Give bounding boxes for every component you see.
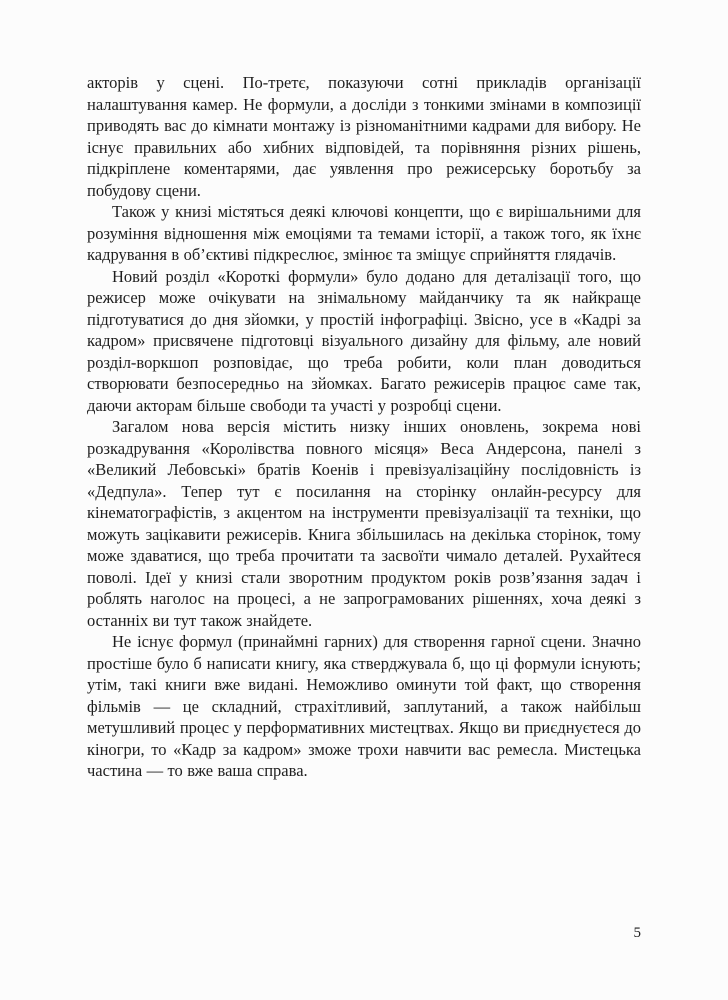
paragraph: Не існує формул (принаймні гарних) для створення гарної сцени. Значно простіше було б написати книгу, яка стверджувала б, що ці формули існують; утім, такі книги вже видані. Неможливо оминути той факт, що створення фільмів — це складний, страхітливий, заплутаний, а також найбільш метушливий процес у перформативних мистецтвах. Якщо ви приєднуєтеся до кіногри, то «Кадр за кадром» зможе трохи навчити вас ремесла. Мистецька частина — то вже ваша справа.: [87, 632, 641, 780]
paragraph: Також у книзі містяться деякі ключові концепти, що є вирішальними для розуміння відношення між емоціями та темами історії, а також того, як їхнє кадрування в об’єктиві підкреслює, змінює та зміщує сприйняття глядачів.: [87, 202, 641, 264]
page-number: 5: [633, 925, 641, 941]
text-block: [87, 72, 641, 782]
paragraph: Загалом нова версія містить низку інших оновлень, зокрема нові розкадрування «Королівства повного місяця» Веса Андерсона, панелі з «Великий Лебовські» братів Коенів і превізуалізаційну послідовність із «Дедпула». Тепер тут є посилання на сторінку онлайн-ресурсу для кінематографістів, з акцентом на інструменти превізуалізації та техніки, що можуть зацікавити режисерів. Книга збільшилась на декілька сторінок, тому може здаватися, що треба прочитати та засвоїти чимало деталей. Рухайтеся поволі. Ідеї у книзі стали зворотним продуктом років розв’язання задач і роблять наголос на процесі, а не запрограмованих рішеннях, хоча деякі з останніх ви тут також знайдете.: [87, 417, 641, 630]
paragraph: акторів у сцені. По-третє, показуючи сотні прикладів організації налаштування камер. Не формули, а досліди з тонкими змінами в композиції приводять вас до кімнати монтажу із різноманітними кадрами для вибору. Не існує правильних або хибних відповідей, та порівняння різних рішень, підкріплене коментарями, дає уявлення про режисерську боротьбу за побудову сцени.: [87, 73, 641, 200]
paragraph: Новий розділ «Короткі формули» було додано для деталізації того, що режисер може очікувати на знімальному майданчику та як найкраще підготуватися до дня зйомки, у простій інфографіці. Звісно, усе в «Кадрі за кадром» присвячене підготовці візуального дизайну для фільму, але новий розділ-воркшоп розповідає, що треба робити, коли план доводиться створювати безпосередньо на зйомках. Багато режисерів працює саме так, даючи акторам більше свободи та участі у розробці сцени.: [87, 266, 641, 415]
